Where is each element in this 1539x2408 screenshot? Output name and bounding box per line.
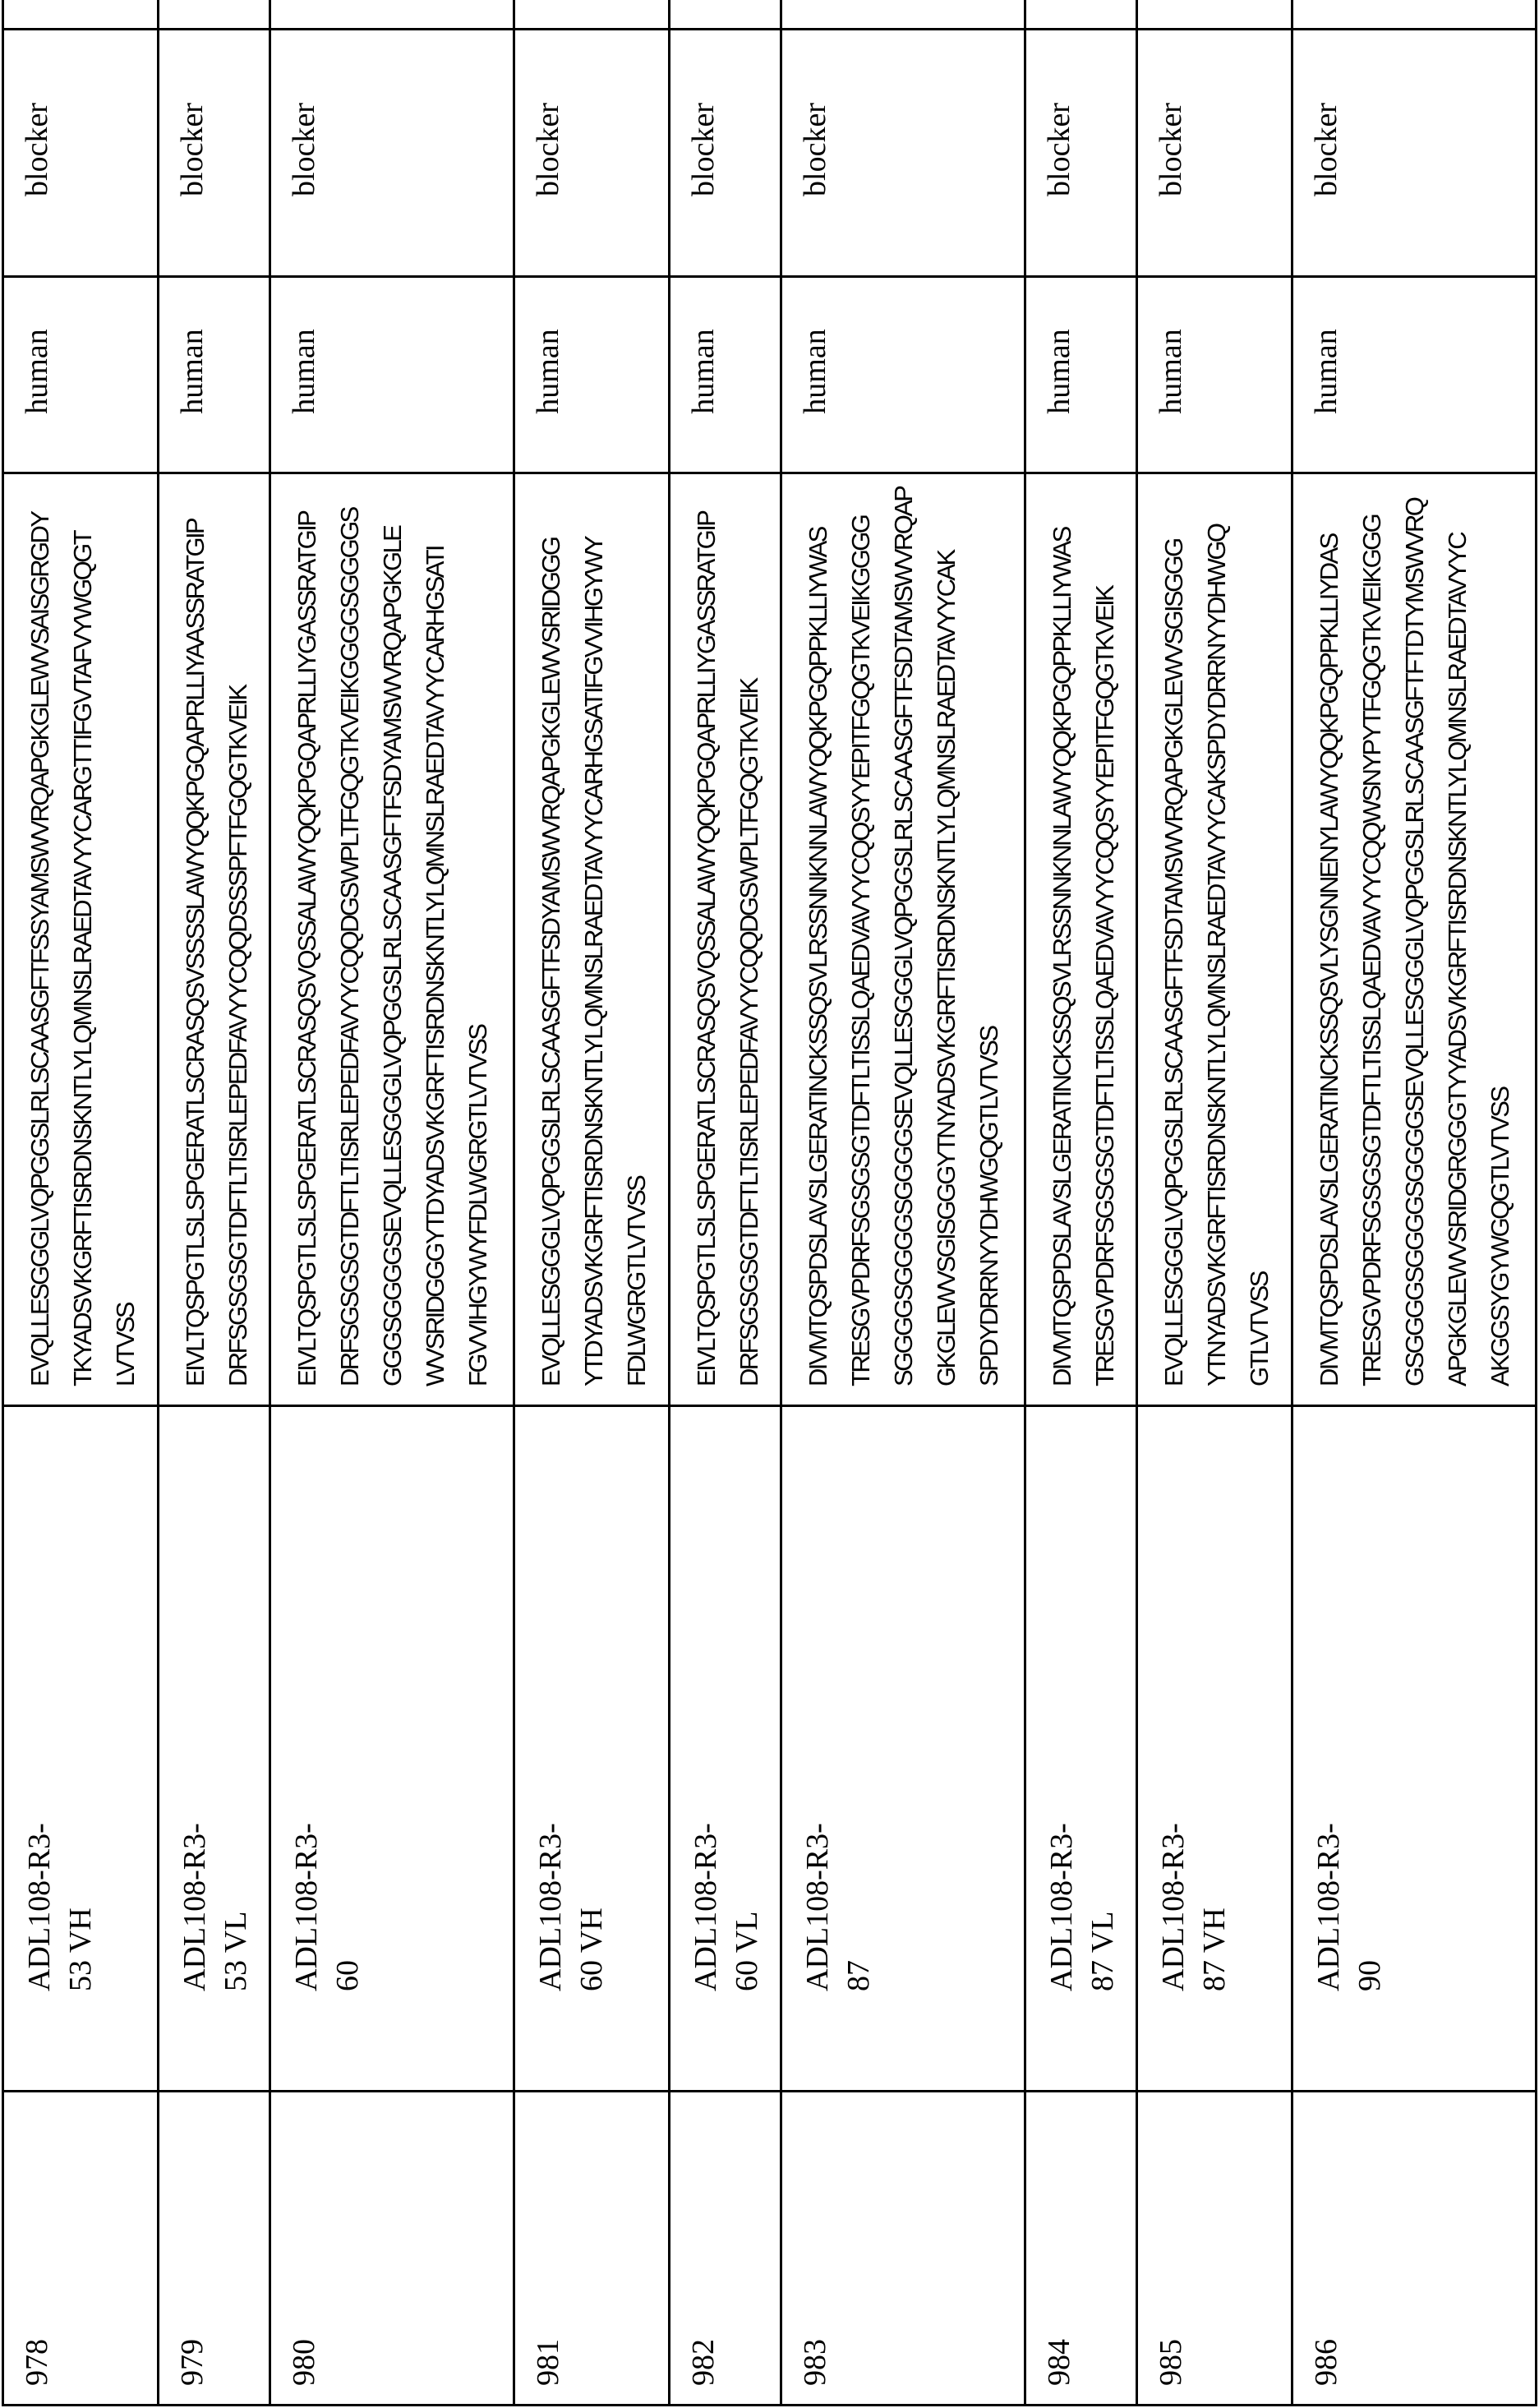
sequence-table [2, 0, 1537, 2406]
seq-id-cell [1292, 2092, 1536, 2406]
seq-id: 979 [175, 2339, 210, 2386]
sequence-line: GGGSGGGGSEVQLLESGGGLVQPGGSLRLSCAASGFTFSDYAMSWVRQAPGKGLE [371, 486, 414, 1386]
format-cell [514, 0, 669, 30]
sequence-line: EVQLLESGGGLVQPGGSLRLSCAASGFTFSSYAMSWVRQAPGKGLEWVSAISGRGDY [19, 486, 62, 1386]
species-text: human [1154, 329, 1188, 413]
name-cell [670, 1406, 781, 2092]
sequence-cell [159, 473, 270, 1406]
sequence-cell [514, 473, 669, 1406]
type-cell [1136, 30, 1292, 277]
seq-id: 980 [287, 2339, 321, 2386]
name-line: 87 [838, 1419, 879, 1991]
species-text: human [1309, 329, 1343, 413]
name-line: ADL108-R3- [286, 1419, 327, 1991]
table-body [3, 0, 1537, 2406]
species-cell [3, 277, 159, 473]
format-cell [1136, 0, 1292, 30]
name-line: ADL108-R3- [19, 1419, 60, 1991]
species-text: human [798, 329, 832, 413]
table-row [159, 0, 270, 2406]
table-row [3, 0, 159, 2406]
sequence-cell [670, 473, 781, 1406]
name-cell [514, 1406, 669, 2092]
seq-id-cell [1136, 2092, 1292, 2406]
sequence-line: EIVLTQSPGTLSLSPGERATLSCRASQSVQSSALAWYQQKPGQAPRLLIYGASSRATGIP [286, 486, 329, 1386]
sequence-line: TRESGVPDRFSGSGSGTDFTLTISSLQAEDVAVYYCQQWSNYPYTFGQGTKVEIKGGG [1351, 486, 1394, 1386]
sequence-cell [1136, 473, 1292, 1406]
species-text: human [20, 329, 54, 413]
species-cell [670, 277, 781, 473]
sequence-line: FDLWGRGTLVTVSS [615, 486, 658, 1386]
sequence-line: TKYADSVKGRFTISRDNSKNTLYLQMNSLRAEDTAVYYCARGTTIFGVTAFVYWGQGT [62, 486, 104, 1386]
species-cell [1025, 277, 1136, 473]
sequence-line: DIVMTQSPDSLAVSLGERATINCKSSQSVLRSSNNKNNLAWYQQKPGQPPKLLIYWAS [1041, 486, 1084, 1386]
name-line: ADL108-R3- [1153, 1419, 1194, 1991]
format-cell [1292, 0, 1536, 30]
name-line: 60 VL [726, 1419, 767, 1991]
sequence-line: EIVLTQSPGTLSLSPGERATLSCRASQSVSSSSLAWYQQKPGQAPRLLIYAASSRATGIP [174, 486, 217, 1386]
sequence-line: APGKGLEWVSRIDGRGGGTYYADSVKGRFTISRDNSKNTLYLQMNSLRAEDTAVYYC [1436, 486, 1479, 1386]
format-cell [670, 0, 781, 30]
type-cell [781, 30, 1025, 277]
name-line: 60 VH [571, 1419, 612, 1991]
type-text: blocker [287, 103, 321, 196]
rotated-page [0, 0, 1539, 2408]
species-text: human [686, 329, 721, 413]
type-text: blocker [1042, 103, 1076, 196]
species-text: human [1042, 329, 1076, 413]
sequence-line: GKGLEWVSGISGGGYTNYADSVKGRFTISRDNSKNTLYLQMNSLRAEDTAVYYCAK [925, 486, 968, 1386]
species-text: human [287, 329, 321, 413]
species-cell [514, 277, 669, 473]
format-cell [270, 0, 514, 30]
table-row [670, 0, 781, 2406]
name-cell [1025, 1406, 1136, 2092]
seq-id-cell [514, 2092, 669, 2406]
name-cell [3, 1406, 159, 2092]
type-text: blocker [1154, 103, 1188, 196]
format-cell [1025, 0, 1136, 30]
seq-id-cell [670, 2092, 781, 2406]
sequence-cell [781, 473, 1025, 1406]
seq-id: 981 [531, 2339, 565, 2386]
table-row [781, 0, 1025, 2406]
sequence-line: FGVVIHGYWYFDLWGRGTLVTVSS [457, 486, 500, 1386]
species-cell [781, 277, 1025, 473]
format-cell [3, 0, 159, 30]
name-line: 87 VL [1082, 1419, 1123, 1991]
seq-id: 984 [1042, 2339, 1076, 2386]
name-cell [270, 1406, 514, 2092]
species-cell [159, 277, 270, 473]
seq-id: 978 [20, 2339, 54, 2386]
sequence-line: LVTVSS [104, 486, 147, 1386]
type-cell [514, 30, 669, 277]
species-text: human [531, 329, 565, 413]
type-cell [1292, 30, 1536, 277]
type-text: blocker [20, 103, 54, 196]
name-cell [781, 1406, 1025, 2092]
type-text: blocker [1309, 103, 1343, 196]
sequence-line: DRFSGSGSGTDFTLTISRLEPEDFAVYYCQQDGSWPLTFGQGTKVEIK [728, 486, 771, 1386]
type-text: blocker [686, 103, 721, 196]
sequence-line: DIVMTQSPDSLAVSLGERATINCKSSQSVLYSGNNENYLAWYQQKPGQPPKLLIYDAS [1308, 486, 1351, 1386]
seq-id-cell [781, 2092, 1025, 2406]
name-line: ADL108-R3- [685, 1419, 726, 1991]
format-cell [159, 0, 270, 30]
type-text: blocker [175, 103, 210, 196]
sequence-line: YTDYADSVKGRFTISRDNSKNTLYLQMNSLRAEDTAVYYCARHGSATIFGVVIHGYWY [573, 486, 615, 1386]
seq-id: 983 [798, 2339, 832, 2386]
sequence-line: AKGGSYGYWGQGTLVTVSS [1479, 486, 1522, 1386]
name-cell [159, 1406, 270, 2092]
name-line: ADL108-R3- [797, 1419, 838, 1991]
type-text: blocker [531, 103, 565, 196]
type-cell [3, 30, 159, 277]
sequence-line: GSGGGGSGGGGSGGGGSEVQLLESGGGLVQPGGSLRLSCAASGFTFTDTYMSWVRQ [1394, 486, 1436, 1386]
name-line: ADL108-R3- [1308, 1419, 1349, 1991]
name-line: 53 VL [215, 1419, 256, 1991]
type-cell [270, 30, 514, 277]
name-line: ADL108-R3- [1041, 1419, 1082, 1991]
sequence-line: DRFSGSGSGTDFTLTISRLEPEDFAVYYCQQDSSSPFTFGQGTKVEIK [217, 486, 260, 1386]
sequence-cell [1292, 473, 1536, 1406]
table-row [514, 0, 669, 2406]
sequence-cell [270, 473, 514, 1406]
seq-id: 986 [1309, 2339, 1343, 2386]
table-row [1292, 0, 1536, 2406]
table-row [270, 0, 514, 2406]
name-line: 90 [1349, 1419, 1390, 1991]
table-row [1136, 0, 1292, 2406]
name-line: 53 VH [60, 1419, 101, 1991]
name-line: ADL108-R3- [174, 1419, 215, 1991]
sequence-line: TRESGVPDRFSGSGSGTDFTLTISSLQAEDVAVYYCQQSYYEPITFGQGTKVEIK [1084, 486, 1127, 1386]
sequence-line: TRESGVPDRFSGSGSGTDFTLTISSLQAEDVAVYYCQQSYYEPITFGQGTKVEIKGGGG [840, 486, 882, 1386]
name-line: 87 VH [1194, 1419, 1235, 1991]
name-cell [1292, 1406, 1536, 2092]
species-cell [1136, 277, 1292, 473]
sequence-line: WVSRIDGGGYTDYADSVKGRFTISRDNSKNTLYLQMNSLRAEDTAVYYCARHGSATI [414, 486, 457, 1386]
name-cell [1136, 1406, 1292, 2092]
sequence-line: SPDYDRRNYYDHWGQGTLVTVSS [968, 486, 1011, 1386]
type-cell [1025, 30, 1136, 277]
species-cell [270, 277, 514, 473]
sequence-line: EVQLLESGGGLVQPGGSLRLSCAASGFTFSDYAMSWVRQAPGKGLEWVSRIDGGG [530, 486, 573, 1386]
type-cell [159, 30, 270, 277]
name-line: ADL108-R3- [530, 1419, 571, 1991]
seq-id-cell [1025, 2092, 1136, 2406]
sequence-cell [3, 473, 159, 1406]
seq-id: 982 [686, 2339, 721, 2386]
name-line: 60 [327, 1419, 368, 1991]
format-cell [781, 0, 1025, 30]
type-text: blocker [798, 103, 832, 196]
seq-id-cell [270, 2092, 514, 2406]
sequence-line: DIVMTQSPDSLAVSLGERATINCKSSQSVLRSSNNKNNLAWYQQKPGQPPKLLIYWAS [797, 486, 840, 1386]
sequence-line: EIVLTQSPGTLSLSPGERATLSCRASQSVQSSALAWYQQKPGQAPRLLIYGASSRATGIP [685, 486, 728, 1386]
sequence-cell [1025, 473, 1136, 1406]
seq-id-cell [3, 2092, 159, 2406]
sequence-line: GTLVTVSS [1238, 486, 1281, 1386]
seq-id: 985 [1154, 2339, 1188, 2386]
sequence-line: DRFSGSGSGTDFTLTISRLEPEDFAVYYCQQDGSWPLTFGQGTKVEIKGGGGSGGGGS [329, 486, 371, 1386]
sequence-line: YTNYADSVKGRFTISRDNSKNTLYLQMNSLRAEDTAVYYCAKSPDYDRRNYYDHWGQ [1196, 486, 1238, 1386]
species-cell [1292, 277, 1536, 473]
sequence-line: SGGGGSGGGGSGGGGSEVQLLESGGGLVQPGGSLRLSCAASGFTFSDTAMSWVRQAP [882, 486, 925, 1386]
table-row [1025, 0, 1136, 2406]
sequence-line: EVQLLESGGGLVQPGGSLRLSCAASGFTFSDTAMSWVRQAPGKGLEWVSGISGGG [1153, 486, 1196, 1386]
type-cell [670, 30, 781, 277]
seq-id-cell [159, 2092, 270, 2406]
species-text: human [175, 329, 210, 413]
